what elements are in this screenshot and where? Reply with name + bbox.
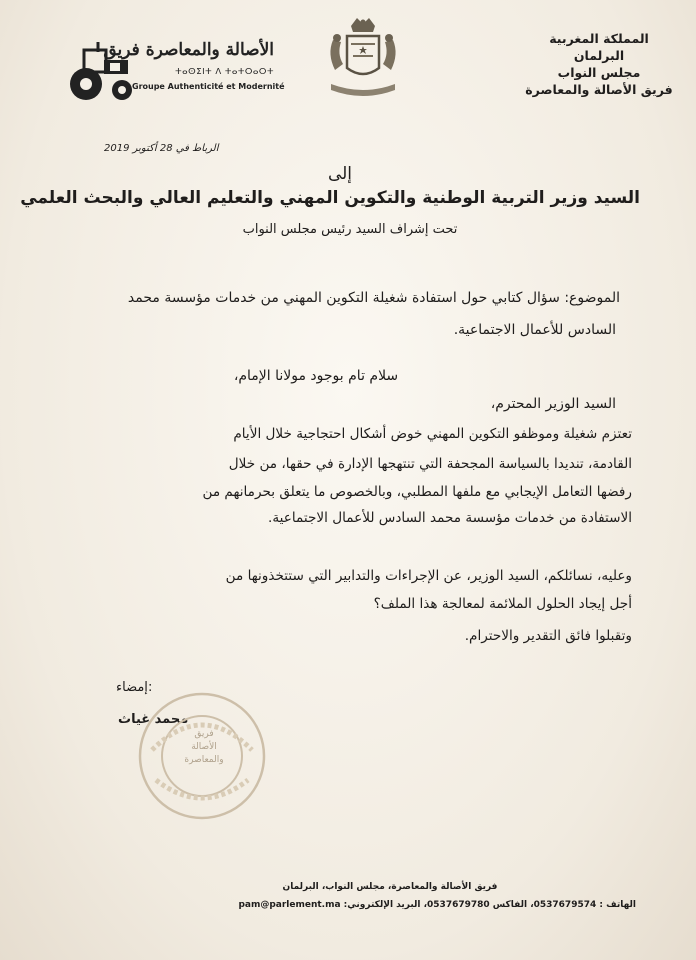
group-line: فريق الأصالة والمعاصرة	[525, 82, 673, 97]
kingdom-line: المملكة المغربية	[549, 31, 649, 46]
party-name-french: Groupe Authenticité et Modernité	[132, 82, 285, 91]
signature-label: إمضاء:	[116, 680, 153, 695]
body-line: تعتزم شغيلة وموظفو التكوين المهني خوض أشكال احتجاجية خلال الأيام	[233, 426, 632, 442]
stamp-line: الأصالة	[191, 742, 217, 752]
party-logo	[64, 40, 285, 110]
body-line: رفضها التعامل الإيجابي مع ملفها المطلبي، وبالخصوص ما يتعلق بحرمانهم من	[202, 484, 632, 500]
subject-line-1: الموضوع: سؤال كتابي حول استفادة شغيلة التكوين المهني من خدمات مؤسسة محمد	[127, 290, 620, 306]
body-line: الاستفادة من خدمات مؤسسة محمد السادس للأعمال الاجتماعية.	[268, 510, 632, 526]
salutation: السيد الوزير المحترم،	[490, 396, 616, 412]
supervision-line: تحت إشراف السيد رئيس مجلس النواب	[242, 222, 458, 237]
stamp-text	[176, 728, 232, 767]
stamp-line: فريق	[194, 729, 214, 739]
letter-date: الرباط في 28 أكتوبر 2019	[104, 143, 219, 154]
chamber-line: مجلس النواب	[557, 65, 641, 80]
greeting: سلام تام بوجود مولانا الإمام،	[233, 368, 399, 384]
body-line: القادمة، تنديدا بالسياسة المجحفة التي تنتهجها الإدارة في حقها، من خلال	[228, 456, 632, 472]
recipient: السيد وزير التربية الوطنية والتكوين المهني والتعليم العالي والبحث العلمي	[20, 188, 640, 208]
party-name-amazigh: ⵜⴰⵙⵉⵏⵜ ⴷ ⵜⴰⵜⵔⴰⵔⵜ	[175, 67, 274, 77]
footer-address: فريق الأصالة والمعاصرة، مجلس النواب، البرلمان	[282, 882, 498, 892]
letterhead-institution	[524, 30, 674, 98]
royal-emblem-icon	[323, 14, 403, 102]
body-line: وعليه، نسائلكم، السيد الوزير، عن الإجراءات والتدابير التي ستتخذونها من	[225, 568, 632, 584]
footer-contacts: الهاتف : 0537679574، الفاكس 0537679780، البريد الإلكتروني: pam@parlement.ma	[238, 900, 636, 910]
addressee-prefix: إلى	[327, 164, 353, 184]
body-line: أجل إيجاد الحلول الملائمة لمعالجة هذا الملف؟	[373, 596, 632, 612]
party-name-arabic: الأصالة والمعاصرة فريق	[103, 40, 274, 60]
closing-line: وتقبلوا فائق التقدير والاحترام.	[464, 628, 632, 644]
signatory-name: محمد غياث	[118, 712, 189, 727]
parliament-line: البرلمان	[573, 48, 625, 63]
stamp-line: والمعاصرة	[184, 755, 224, 765]
subject-line-2: السادس للأعمال الاجتماعية.	[453, 322, 616, 338]
